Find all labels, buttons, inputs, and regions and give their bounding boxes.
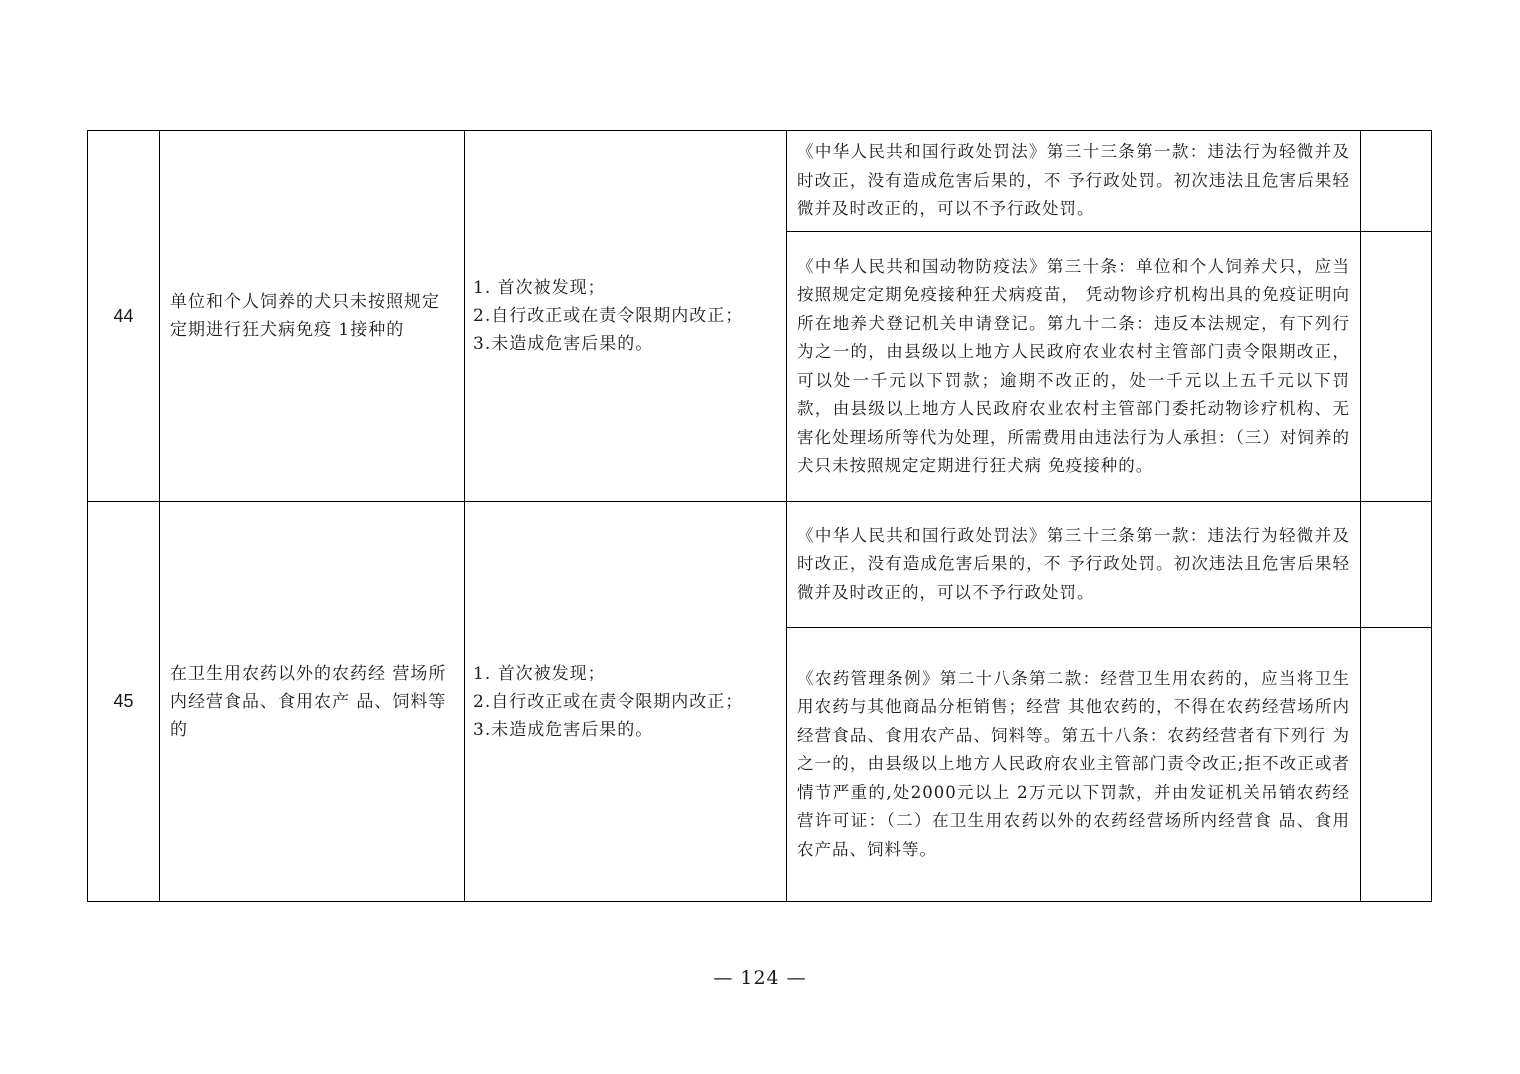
condition-line: 1. 首次被发现； — [473, 278, 606, 298]
violation-item: 在卫生用农药以外的农药经 营场所内经营食品、食用农产 品、饲料等的 — [160, 502, 465, 902]
exemption-conditions — [465, 502, 787, 902]
condition-line: 2.自行改正或在责令限期内改正； — [473, 691, 744, 712]
condition-line: 3.未造成危害后果的。 — [473, 719, 654, 740]
remarks-cell — [1361, 628, 1432, 902]
table-row — [88, 502, 1432, 628]
condition-line: 1. 首次被发现； — [473, 663, 606, 684]
exemption-conditions — [465, 131, 787, 502]
remarks-cell — [1361, 502, 1432, 628]
penalty-exemption-table — [87, 130, 1432, 902]
condition-line: 2.自行改正或在责令限期内改正； — [473, 306, 744, 326]
legal-basis: 《中华人民共和国行政处罚法》第三十三条第一款：违法行为轻微并及时改正，没有造成危害后果的，不 予行政处罚。初次违法且危害后果轻微并及时改正的，可以不予行政处罚。 — [787, 131, 1361, 232]
legal-basis: 《中华人民共和国动物防疫法》第三十条：单位和个人饲养犬只，应当按照规定定期免疫接种狂犬病疫苗， 凭动物诊疗机构出具的免疫证明向所在地养犬登记机关申请登记。第九十二条：违反本法规定，有下列行 为之一的，由县级以上地方人民政府农业农村主管部门责令限期改正，可以处一千元以下罚款；逾期不改正的，处一千元以上五千元以下罚款，由县级以上地方人民政府农业农村主管部门委托动物诊疗机构、无 害化处理场所等代为处理，所需费用由违法行为人承担：（三）对饲养的犬只未按照规定定期进行狂犬病 免疫接种的。 — [787, 232, 1361, 502]
row-number: 45 — [88, 502, 160, 902]
row-number: 44 — [88, 131, 160, 502]
violation-item: 单位和个人饲养的犬只未按照规定定期进行狂犬病免疫 1接种的 — [160, 131, 465, 502]
legal-basis: 《中华人民共和国行政处罚法》第三十三条第一款：违法行为轻微并及时改正，没有造成危害后果的，不 予行政处罚。初次违法且危害后果轻微并及时改正的，可以不予行政处罚。 — [787, 502, 1361, 628]
table-row — [88, 131, 1432, 232]
condition-line: 3.未造成危害后果的。 — [473, 334, 654, 354]
remarks-cell — [1361, 131, 1432, 232]
legal-basis: 《农药管理条例》第二十八条第二款：经营卫生用农药的，应当将卫生用农药与其他商品分柜销售；经营 其他农药的，不得在农药经营场所内经营食品、食用农产品、饲料等。第五十八条：农药经营者有下列行 为之一的，由县级以上地方人民政府农业主管部门责令改正;拒不改正或者情节严重的,处2000元以上 2万元以下罚款，并由发证机关吊销农药经营许可证：（二）在卫生用农药以外的农药经营场所内经营食 品、食用农产品、饲料等。 — [787, 628, 1361, 902]
page-number: — 124 — — [713, 967, 807, 989]
remarks-cell — [1361, 232, 1432, 502]
